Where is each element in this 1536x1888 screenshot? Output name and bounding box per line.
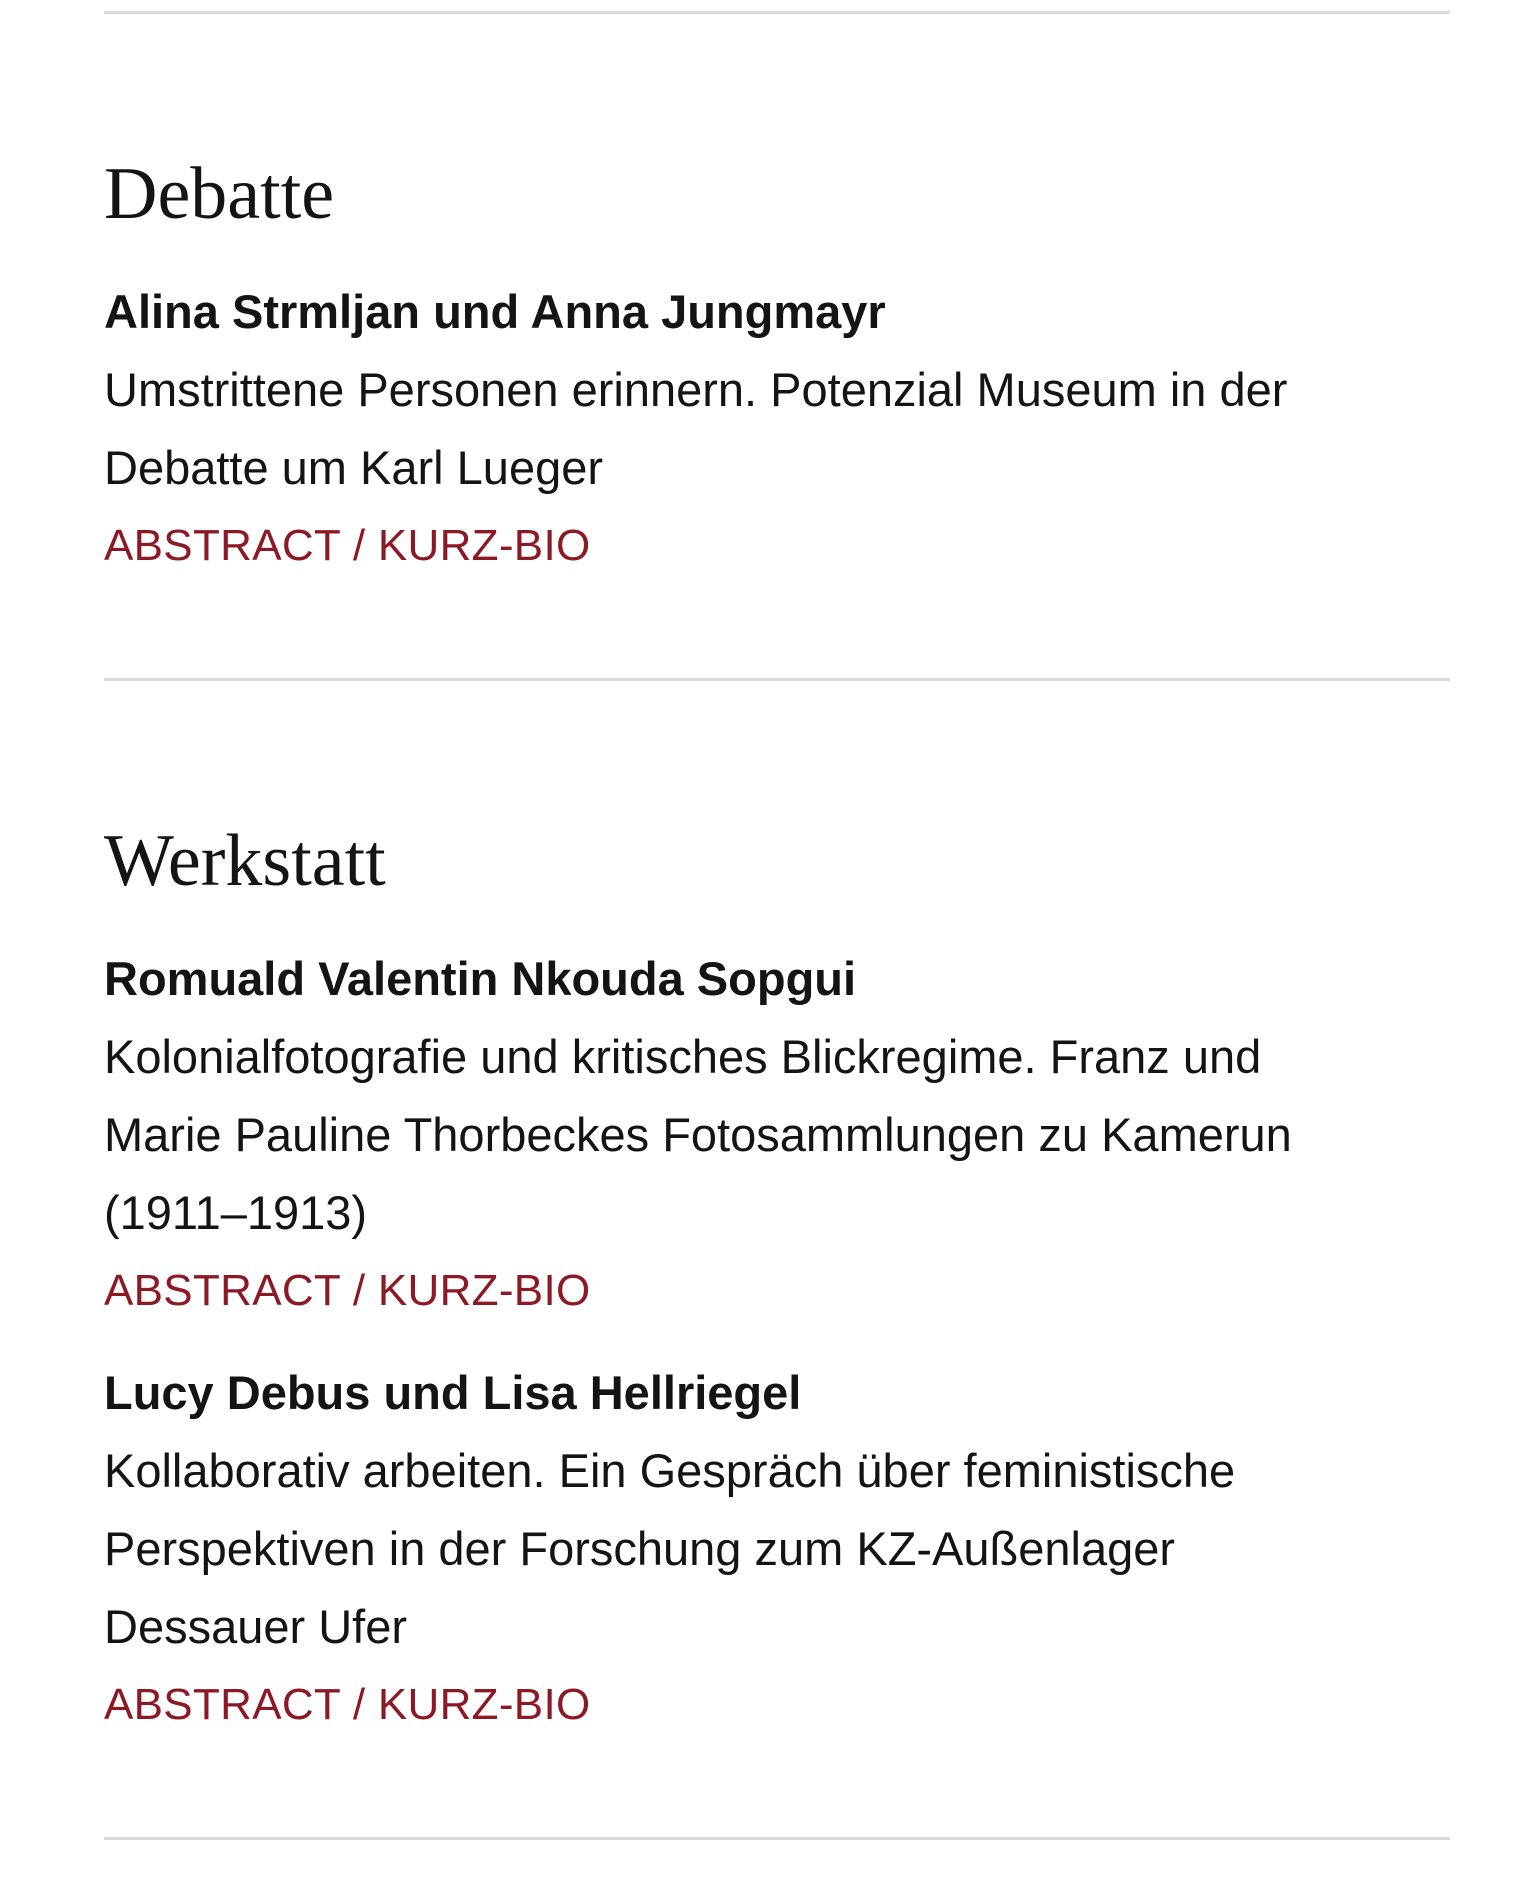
- section-debatte: [104, 153, 1450, 585]
- entry-title-line: Dessauer Ufer: [104, 1600, 407, 1653]
- entry-title-line: Debatte um Karl Lueger: [104, 441, 604, 494]
- abstract-bio-link[interactable]: ABSTRACT / KURZ-BIO: [104, 1266, 591, 1315]
- section-werkstatt: [104, 820, 1450, 1744]
- entry: [104, 1354, 1450, 1744]
- entry-title: [104, 351, 1450, 507]
- divider: [104, 1837, 1450, 1840]
- divider: [104, 11, 1450, 14]
- entry-title-line: Umstrittene Personen erinnern. Potenzial Museum in der: [104, 363, 1288, 416]
- entry-title-line: Kolonialfotografie und kritisches Blickregime. Franz und: [104, 1030, 1262, 1083]
- entry-title-line: Kollaborativ arbeiten. Ein Gespräch über feministische: [104, 1444, 1236, 1497]
- entry-title: [104, 1432, 1450, 1666]
- entry-title-line: Perspektiven in der Forschung zum KZ-Außenlager: [104, 1522, 1176, 1575]
- section-title: Debatte: [104, 153, 335, 235]
- section-title: Werkstatt: [104, 820, 386, 902]
- entry-title: [104, 1018, 1450, 1252]
- entry-title-line: (1911–1913): [104, 1186, 368, 1239]
- entry-title-line: Marie Pauline Thorbeckes Fotosammlungen zu Kamerun: [104, 1108, 1292, 1161]
- entry-author: Romuald Valentin Nkouda Sopgui: [104, 952, 857, 1005]
- abstract-bio-link[interactable]: ABSTRACT / KURZ-BIO: [104, 1680, 591, 1729]
- entry-author: Lucy Debus und Lisa Hellriegel: [104, 1366, 802, 1419]
- entry: [104, 940, 1450, 1330]
- article-list: [104, 0, 1450, 1840]
- entry: [104, 273, 1450, 585]
- abstract-bio-link[interactable]: ABSTRACT / KURZ-BIO: [104, 521, 591, 570]
- entry-author: Alina Strmljan und Anna Jungmayr: [104, 285, 886, 338]
- divider: [104, 678, 1450, 681]
